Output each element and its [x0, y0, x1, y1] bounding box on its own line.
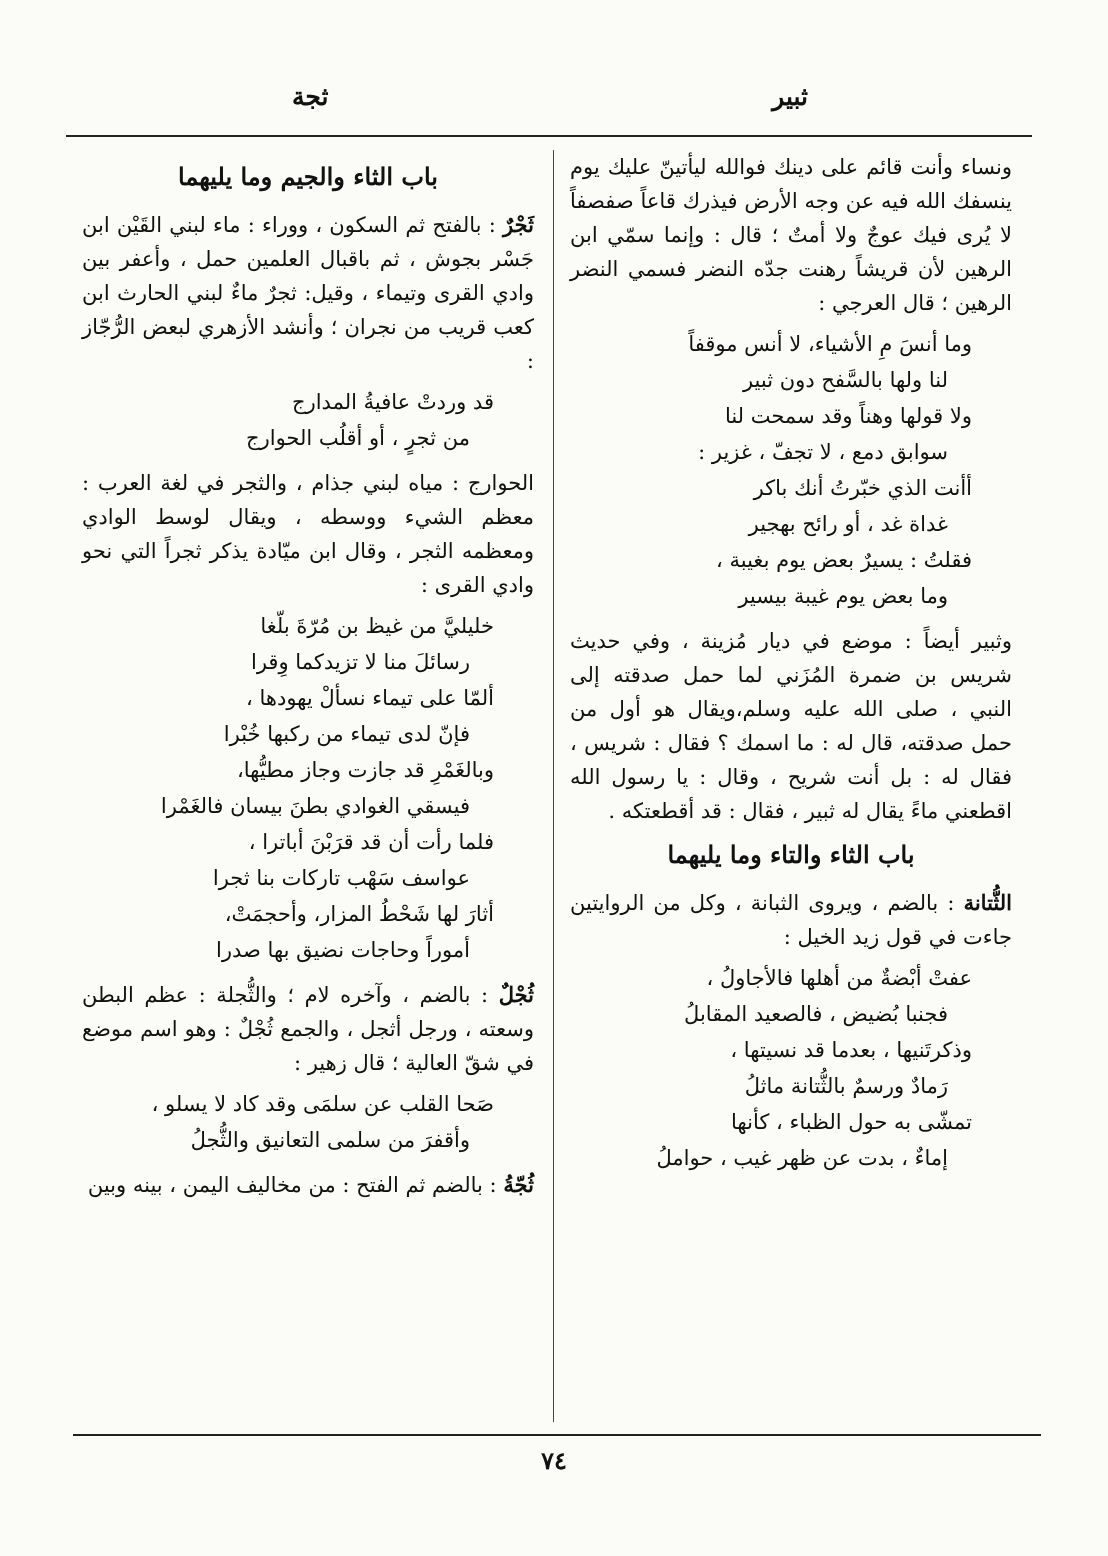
entry-text: : بالضم ثم الفتح : من مخاليف اليمن ، بينه وبين — [87, 1173, 497, 1197]
verse-block — [82, 384, 534, 456]
right-column — [570, 150, 1012, 1186]
verse-line: وما أنسَ مِ الأشياء، لا أنس موقفاً — [688, 332, 972, 356]
entry-text: : بالضم ، ويروى الثبانة ، وكل من الروايتين جاءت في قول زيد الخيل : — [570, 891, 1012, 949]
verse-line: ولا قولها وهناً وقد سمحت لنا — [724, 404, 972, 428]
verse-line: قد وردتْ عافيةُ المدارج — [292, 390, 494, 414]
verse-line: سوابق دمع ، لا تجفّ ، غزير : — [698, 440, 948, 464]
left-column — [82, 150, 534, 1208]
entry-paragraph — [82, 978, 534, 1080]
verse-block — [570, 326, 1012, 614]
verse-line: أأنت الذي خبّرتُ أنك باكر — [753, 476, 972, 500]
verse-block — [570, 960, 1012, 1176]
verse-line: رَمادٌ ورسمٌ بالثُّتانة ماثلُ — [744, 1074, 948, 1098]
verse-line: فإنّ لدى تيماء من ركبها خُبْرا — [223, 722, 470, 746]
verse-line: ألمّا على تيماء نسألْ يهودها ، — [246, 686, 494, 710]
entry-paragraph — [570, 886, 1012, 954]
paragraph: الحوارج : مياه لبني جذام ، والثجر في لغة العرب : معظم الشيء ووسطه ، ويقال لوسط الوادي ومعظمه الثجر ، وقال ابن ميّادة يذكر ثجراً التي نحو وادي القرى : — [82, 471, 534, 597]
entry-paragraph — [82, 208, 534, 378]
entry-headword: الثُّتانة — [963, 890, 1012, 915]
verse-line: فيسقي الغوادي بطنَ بيسان فالغَمْرا — [160, 794, 470, 818]
verse-block — [82, 608, 534, 968]
entry-headword: ثَجْرٌ — [502, 212, 534, 237]
verse-line: خليليَّ من غيظ بن مُرّةَ بلّغا — [260, 614, 494, 638]
section-heading: باب الثاء والتاء وما يليهما — [667, 840, 915, 869]
verse-line: لنا ولها بالسَّفح دون ثبير — [742, 368, 948, 392]
verse-line: تمشّى به حول الظباء ، كأنها — [731, 1110, 972, 1134]
verse-line: فقلتُ : يسيرٌ بعض يوم بغيبة ، — [716, 548, 972, 572]
top-rule — [66, 135, 1032, 137]
verse-line: وبالغَمْرِ قد جازت وجاز مطيُّها، — [236, 758, 494, 782]
column-divider — [553, 150, 554, 1422]
verse-line: وذكرتَنيها ، بعدما قد نسيتها ، — [730, 1038, 972, 1062]
verse-line: وما بعض يوم غيبة بيسير — [738, 584, 948, 608]
page-number: ٧٤ — [541, 1446, 567, 1475]
verse-line: من ثجرٍ ، أو أقلُب الحوارج — [246, 426, 470, 450]
entry-text: : بالفتح ثم السكون ، ووراء : ماء لبني القَيْن ابن جَسْر بجوش ، ثم باقبال العلمين حمل ، وأعفر بين وادي القرى وتيماء ، وقيل: ثجرٌ ماءٌ لبني الحارث ابن كعب قريب من نجران ؛ وأنشد الأزهري لبعض الرُّجّاز : — [82, 213, 534, 373]
verse-line: صَحا القلب عن سلمَى وقد كاد لا يسلو ، — [151, 1092, 494, 1116]
verse-line: إماءٌ ، بدت عن ظهر غيب ، حواملُ — [656, 1146, 948, 1170]
entry-headword: ثُجّةُ — [503, 1172, 534, 1197]
running-head-left: ثجة — [292, 82, 329, 111]
verse-line: غداة غد ، أو رائح بهجير — [748, 512, 948, 536]
section-heading: باب الثاء والجيم وما يليهما — [178, 162, 438, 191]
verse-line: أثارَ لها شَحْطُ المزار، وأحجمَتْ، — [224, 902, 494, 926]
verse-line: أموراً وحاجات نضيق بها صدرا — [216, 938, 470, 962]
entry-text: : بالضم ، وآخره لام ؛ والثُّجلة : عظم البطن وسعته ، ورجل أثجل ، والجمع ثُجْلٌ : وهو اسم موضع في شقّ العالية ؛ قال زهير : — [82, 983, 534, 1075]
verse-block — [82, 1086, 534, 1158]
entry-paragraph — [82, 1168, 534, 1202]
paragraph: ونساء وأنت قائم على دينك فوالله ليأتينّ عليك يوم ينسفك الله فيه عن وجه الأرض فيذرك قاعاً صفصفاً لا يُرى فيك عوجٌ ولا أمتٌ ؛ قال : وإنما سمّي ابن الرهين لأن قريشاً رهنت جدّه النضر فسمي النضر الرهين ؛ قال العرجي : — [570, 155, 1012, 315]
verse-line: عفتْ أبْضةٌ من أهلها فالأجاولُ ، — [706, 966, 972, 990]
entry-headword: ثُجْلٌ — [498, 982, 534, 1007]
verse-line: عواسف سَهْب تاركات بنا ثجرا — [212, 866, 470, 890]
running-head-right: ثبير — [772, 82, 808, 111]
verse-line: فجنبا بُضيض ، فالصعيد المقابلُ — [684, 1002, 948, 1026]
verse-line: رسائلَ منا لا تزيدكما وِقرا — [251, 650, 470, 674]
bottom-rule — [73, 1434, 1041, 1436]
paragraph: وثبير أيضاً : موضع في ديار مُزينة ، وفي حديث شريس بن ضمرة المُزَني لما حمل صدقته إلى النبي ، صلى الله عليه وسلم،ويقال هو أول من حمل صدقته، قال له : ما اسمك ؟ فقال : شريس ، فقال له : بل أنت شريح ، وقال : يا رسول الله اقطعني ماءً يقال له ثبير ، فقال : قد أقطعتكه . — [570, 629, 1012, 823]
verse-line: فلما رأت أن قد قرَبْنَ أباترا ، — [248, 830, 494, 854]
verse-line: وأقفرَ من سلمى التعانيق والثُّجلُ — [190, 1128, 470, 1152]
